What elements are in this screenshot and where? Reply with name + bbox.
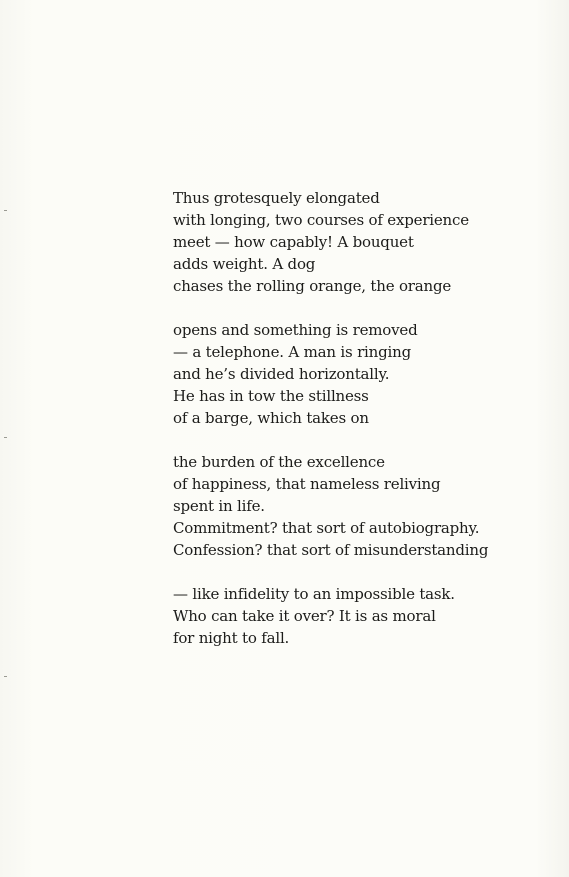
poem-line: adds weight. A dog bbox=[173, 255, 316, 273]
paper-edge-mark bbox=[4, 676, 7, 677]
poem-line: meet — how capably! A bouquet bbox=[173, 233, 414, 251]
poem-line: Thus grotesquely elongated bbox=[173, 189, 380, 207]
poem-line: Confession? that sort of misunderstanding bbox=[173, 541, 489, 559]
poem-line: chases the rolling orange, the orange bbox=[173, 277, 452, 295]
stanza-2 bbox=[173, 319, 473, 429]
poem bbox=[173, 187, 489, 671]
poem-line: with longing, two courses of experience bbox=[173, 211, 469, 229]
poem-line: of a barge, which takes on bbox=[173, 409, 369, 427]
poem-line: Commitment? that sort of autobiography. bbox=[173, 519, 480, 537]
poem-line: Who can take it over? It is as moral bbox=[173, 607, 436, 625]
paper-edge-mark bbox=[4, 210, 7, 211]
poem-line: for night to fall. bbox=[173, 629, 290, 647]
poem-line: — a telephone. A man is ringing bbox=[173, 343, 411, 361]
poem-line: and he’s divided horizontally. bbox=[173, 365, 390, 383]
poem-line: opens and something is removed bbox=[173, 321, 418, 339]
poem-line: — like infidelity to an impossible task. bbox=[173, 585, 455, 603]
stanza-1 bbox=[173, 187, 473, 297]
paper-edge-mark bbox=[4, 437, 7, 438]
stanza-3 bbox=[173, 451, 489, 561]
poem-line: spent in life. bbox=[173, 497, 265, 515]
poem-line: of happiness, that nameless reliving bbox=[173, 475, 441, 493]
poem-line: He has in tow the stillness bbox=[173, 387, 369, 405]
poem-line: the burden of the excellence bbox=[173, 453, 385, 471]
stanza-4 bbox=[173, 583, 473, 649]
